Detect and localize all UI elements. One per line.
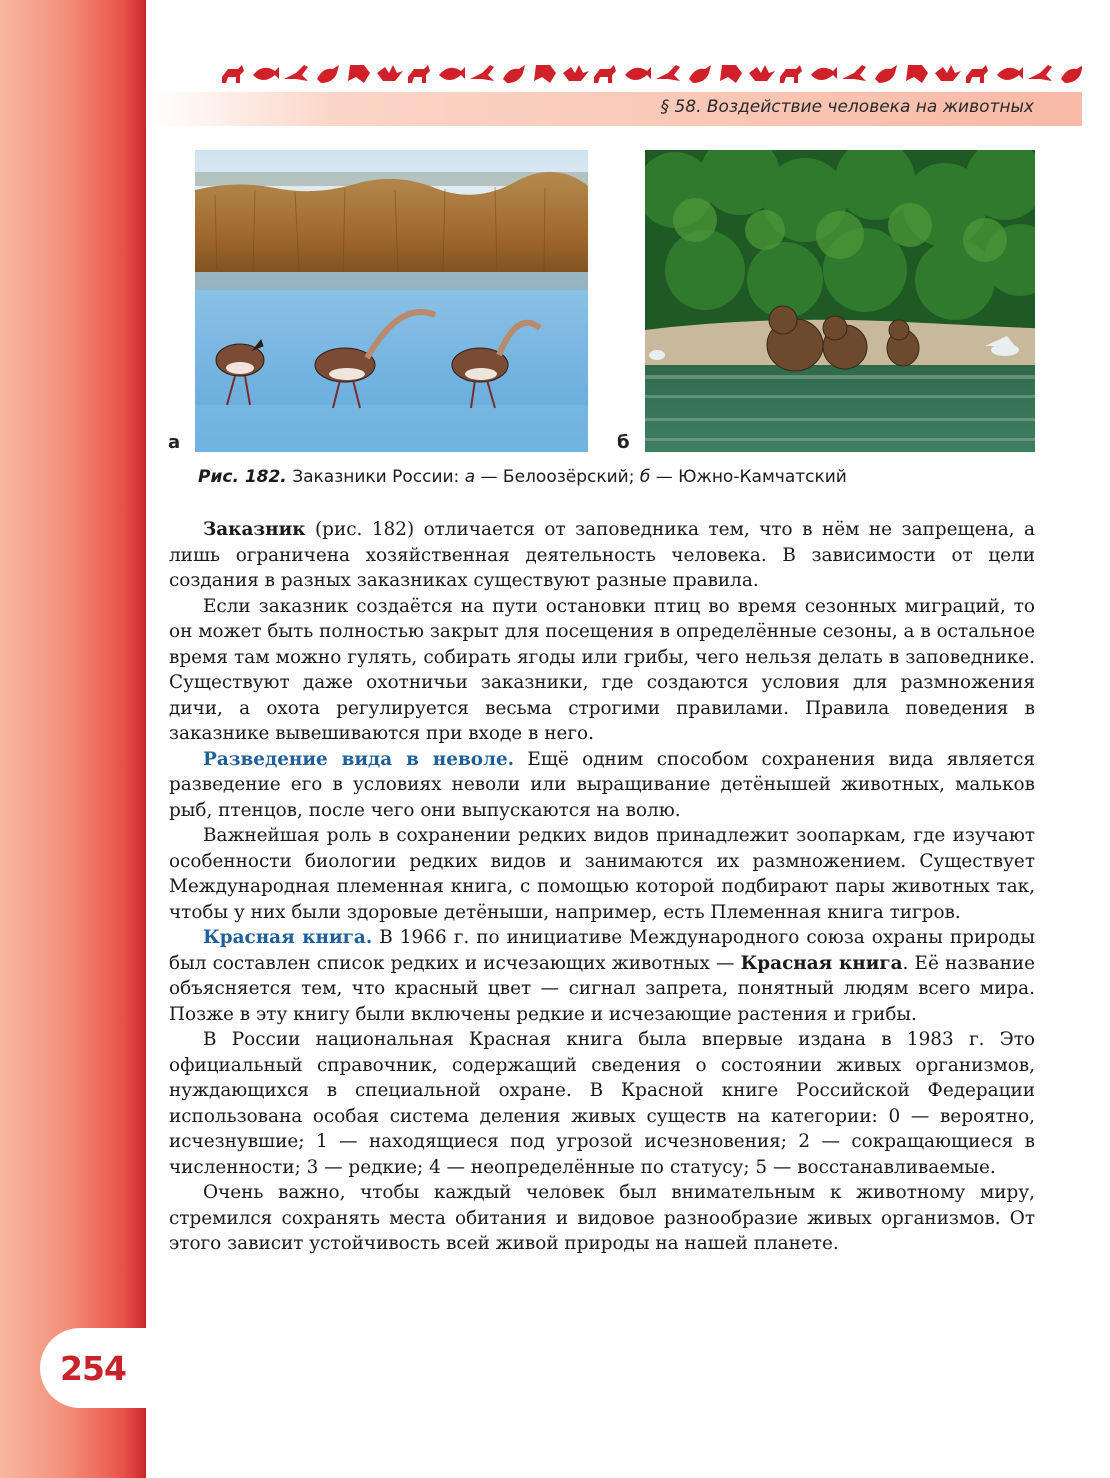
paragraph-text: Важнейшая роль в сохранении редких видов принадлежит зоопаркам, где изучают особенности биологии редких видов и занимаются их размножением. Существует Международная племенная книга, с помощью которой подбирают пары животных так, чтобы у них были здоровые детёныши, например, есть Племенная книга тигров. bbox=[169, 825, 1035, 923]
cranes-in-water-photo bbox=[195, 150, 588, 452]
animal-silhouette-icon bbox=[253, 67, 279, 80]
animal-silhouette-icon bbox=[689, 65, 711, 83]
section-title-captivity: Разведение вида в неволе. bbox=[203, 748, 515, 770]
animal-silhouette-icon bbox=[625, 67, 651, 80]
animal-silhouette-icon bbox=[966, 65, 988, 83]
caption-b-letter: б bbox=[639, 467, 651, 487]
animal-silhouette-icon bbox=[408, 65, 430, 83]
animal-silhouette-icon bbox=[720, 65, 742, 83]
animal-silhouette-icon bbox=[348, 65, 370, 83]
animal-silhouette-icon bbox=[222, 65, 244, 83]
animal-silhouette-icon bbox=[377, 65, 403, 81]
paragraph-text: Очень важно, чтобы каждый человек был внимательным к животному миру, стремился сохранять места обитания и видовое разнообразие живых организмов. От этого зависит устойчивость всей живой природы на нашей планете. bbox=[169, 1182, 1035, 1254]
section-title-red-book: Красная книга. bbox=[203, 927, 373, 948]
paragraph-red-book bbox=[169, 925, 1035, 1027]
section-title: § 58. Воздействие человека на животных bbox=[660, 97, 1034, 117]
paragraph-zakaznik bbox=[169, 517, 1035, 594]
caption-a-text: — Белоозёрский; bbox=[480, 467, 635, 487]
paragraph-zoos bbox=[169, 823, 1035, 925]
animal-silhouette-icon bbox=[594, 65, 616, 83]
paragraph-text: . Её название объясняется тем, что красный цвет — сигнал запрета, понятный людям всего мира. Позже в эту книгу были включены редкие и исчезающие растения и грибы. bbox=[169, 952, 1035, 1025]
animal-silhouette-icon bbox=[997, 67, 1023, 80]
paragraph-text: Ещё одним способом сохранения вида является разведение его в условиях неволи или выращивание детёнышей животных, мальков рыб, птенцов, после чего они выпускаются на волю. bbox=[169, 748, 1036, 821]
animal-silhouette-icon bbox=[534, 65, 556, 83]
page-number: 254 bbox=[60, 1348, 126, 1388]
paragraph-russia-red-book bbox=[169, 1027, 1035, 1180]
photo-b-letter: б bbox=[617, 432, 630, 453]
animal-silhouette-icon bbox=[503, 65, 525, 83]
term-zakaznik: Заказник bbox=[203, 519, 306, 540]
paragraph-migration bbox=[169, 594, 1035, 747]
animal-silhouette-icon bbox=[317, 65, 339, 83]
animal-silhouette-icon bbox=[811, 67, 837, 80]
animal-silhouette-icon bbox=[656, 65, 680, 81]
page-number-tab bbox=[40, 1328, 146, 1408]
photo-a-letter: а bbox=[168, 432, 181, 453]
caption-b-text: — Южно-Камчатский bbox=[655, 467, 847, 487]
animal-silhouette-icon bbox=[875, 65, 897, 83]
paragraph-text: Если заказник создаётся на пути остановки птиц во время сезонных миграций, то он может быть полностью закрыт для посещения в определённые сезоны, а в остальное время там можно гулять, собирать ягоды или грибы, чего нельзя делать в заповеднике. Существуют даже охотничьи заказники, где создаются условия для размножения дичи, а охота регулируется весьма строгими правилами. Правила поведения в заказнике вывешиваются при входе в него. bbox=[169, 595, 1035, 744]
paragraph-text: В России национальная Красная книга была впервые издана в 1983 г. Это официальный справочник, содержащий сведения о состоянии живых организмов, нуждающихся в специальной охране. В Красной книге Российской Федерации использована особая система деления живых существ на категории: 0 — вероятно, исчезнувшие; 1 — находящиеся под угрозой исчезновения; 2 — сокращающиеся в численности; 3 — редкие; 4 — неопределённые по статусу; 5 — восстанавливаемые. bbox=[169, 1029, 1035, 1178]
paragraph-text: В 1966 г. по инициативе Международного союза охраны природы был составлен список редких и исчезающих животных — bbox=[169, 927, 1036, 974]
animal-silhouette-icon bbox=[780, 65, 802, 83]
paragraph-captivity bbox=[169, 747, 1035, 824]
animal-silhouette-icon bbox=[563, 65, 589, 81]
header-band bbox=[150, 92, 1082, 126]
animal-silhouette-icon bbox=[749, 65, 775, 81]
figure-caption bbox=[198, 467, 847, 487]
term-red-book: Красная книга bbox=[740, 952, 903, 974]
animal-silhouette-icon bbox=[842, 65, 866, 81]
animal-silhouette-icon bbox=[439, 67, 465, 80]
page-margin-band bbox=[0, 0, 146, 1478]
paragraph-text: (рис. 182) отличается от заповедника тем, что в нём не запрещена, а лишь ограничена хозяйственная деятельность человека. В зависимости от цели создания в разных заказниках существуют разные правила. bbox=[169, 519, 1035, 591]
animal-silhouette-icon bbox=[935, 65, 961, 81]
caption-text: Заказники России: bbox=[292, 467, 460, 487]
body-text bbox=[169, 517, 1035, 1257]
bears-on-shore-photo bbox=[645, 150, 1035, 452]
animal-silhouette-icon bbox=[906, 65, 928, 83]
paragraph-conclusion bbox=[169, 1180, 1035, 1257]
animal-silhouette-icon bbox=[1061, 65, 1082, 83]
caption-label: Рис. 182. bbox=[198, 467, 287, 487]
animal-silhouette-icon bbox=[1028, 65, 1052, 81]
animal-silhouette-icon bbox=[284, 65, 308, 81]
caption-a-letter: а bbox=[464, 467, 476, 487]
animal-silhouette-icon bbox=[470, 65, 494, 81]
animal-silhouettes-strip-icon bbox=[220, 58, 1082, 88]
